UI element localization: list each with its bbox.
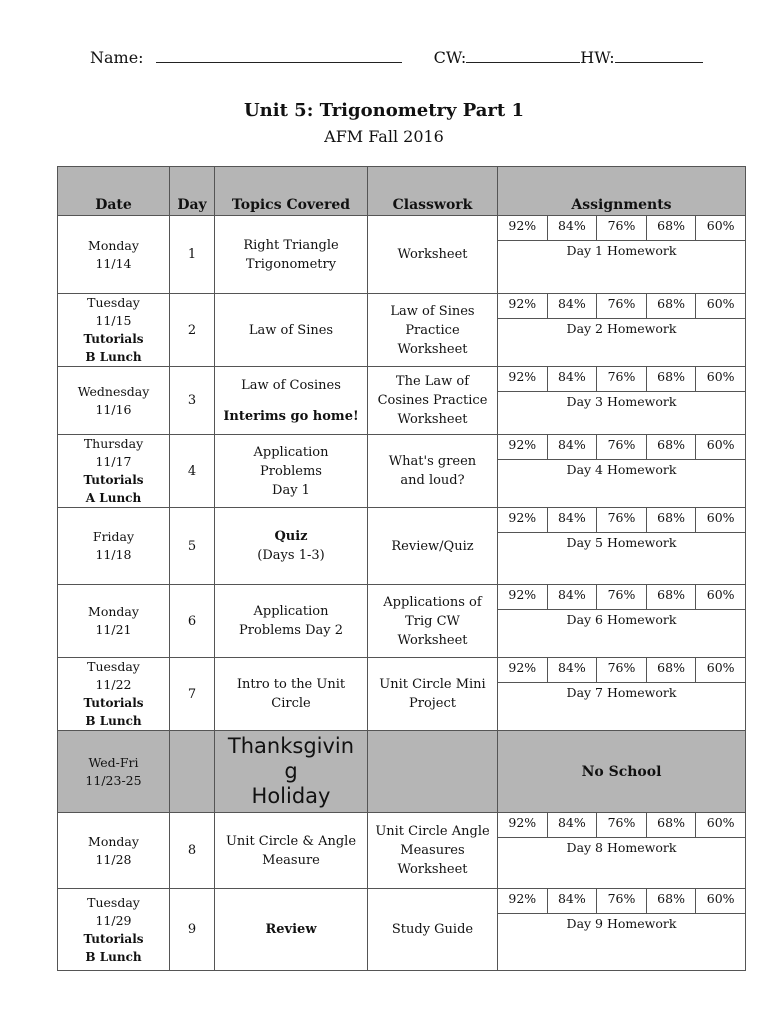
date-note: B Lunch <box>85 350 142 364</box>
page-title: Unit 5: Trigonometry Part 1 <box>243 100 525 121</box>
grade-percent-box[interactable]: 76% <box>597 889 647 913</box>
classwork-text: What's green <box>388 454 477 469</box>
date-note: B Lunch <box>85 949 142 964</box>
day-cell: 1 <box>170 216 215 294</box>
date-cell <box>58 813 170 889</box>
date-text: 11/29 <box>95 912 132 928</box>
header-date: Date <box>58 167 170 216</box>
grade-percent-box[interactable]: 68% <box>647 585 697 609</box>
grade-scale-row <box>498 435 745 460</box>
homework-label: Day 7 Homework <box>566 685 677 700</box>
classwork-text: Worksheet <box>397 632 468 648</box>
classwork-text: and loud? <box>400 473 465 488</box>
name-label: Name: <box>90 48 144 67</box>
assignment-cell <box>498 216 746 294</box>
topic-emphasis: Interims go home! <box>223 408 359 424</box>
grade-percent-box[interactable]: 92% <box>498 585 548 609</box>
classwork-text: Project <box>408 696 457 711</box>
classwork-cell <box>368 658 498 731</box>
topic-emphasis: Review <box>265 922 317 937</box>
classwork-text: Applications of <box>383 594 482 610</box>
schedule-table <box>57 166 746 971</box>
topic-text: Day 1 <box>272 482 310 498</box>
classwork-cell <box>368 435 498 508</box>
date-text: Monday <box>88 237 139 253</box>
homework-label: Day 6 Homework <box>566 612 677 627</box>
date-note: B Lunch <box>85 714 142 728</box>
grade-percent-box[interactable]: 68% <box>647 367 697 391</box>
date-text: 11/28 <box>95 851 132 867</box>
topic-text: Thanksgivin <box>227 734 355 758</box>
day-cell: 5 <box>170 508 215 585</box>
grade-percent-box[interactable]: 84% <box>548 216 598 240</box>
topic-text: Right Triangle <box>243 237 339 253</box>
assignment-cell <box>498 889 746 971</box>
date-cell <box>58 367 170 435</box>
date-text: 11/23-25 <box>85 772 142 788</box>
grade-scale-row <box>498 889 745 914</box>
classwork-text: Worksheet <box>397 412 468 427</box>
assignment-cell <box>498 813 746 889</box>
grade-percent-box[interactable]: 92% <box>498 813 548 837</box>
grade-percent-box[interactable]: 68% <box>647 435 697 459</box>
assignment-cell <box>498 585 746 658</box>
classwork-text: Unit Circle Angle <box>375 824 490 839</box>
cw-label: CW: <box>433 48 467 67</box>
classwork-cell <box>368 508 498 585</box>
hw-blank[interactable] <box>615 48 703 63</box>
date-cell <box>58 294 170 367</box>
grade-percent-box[interactable]: 60% <box>706 218 735 233</box>
table-row <box>58 367 746 435</box>
assignment-cell <box>498 658 746 731</box>
topic-text: Measure <box>262 852 320 868</box>
date-text: Tuesday <box>87 295 140 310</box>
homework-label: Day 5 Homework <box>566 535 677 550</box>
header-topics: Topics Covered <box>215 167 368 216</box>
topic-cell <box>215 216 368 294</box>
grade-scale-row <box>498 508 745 533</box>
grade-percent-box[interactable]: 68% <box>647 658 697 682</box>
homework-label: Day 1 Homework <box>566 243 677 258</box>
classwork-cell <box>368 813 498 889</box>
grade-percent-box[interactable]: 60% <box>706 815 735 830</box>
date-text: 11/22 <box>95 677 132 692</box>
no-school-cell: No School <box>498 731 746 813</box>
date-note: Tutorials <box>83 931 144 946</box>
topic-cell <box>215 658 368 731</box>
table-row <box>58 658 746 731</box>
header-day: Day <box>170 167 215 216</box>
classwork-text: Cosines Practice <box>377 393 488 408</box>
hw-label: HW: <box>580 48 615 67</box>
grade-percent-box[interactable]: 68% <box>647 508 697 532</box>
grade-percent-box[interactable]: 68% <box>647 813 697 837</box>
homework-label: Day 2 Homework <box>566 321 677 336</box>
grade-scale-row <box>498 294 745 319</box>
date-text: 11/17 <box>95 454 132 469</box>
grade-percent-box[interactable]: 84% <box>548 813 598 837</box>
table-header-row <box>58 167 746 216</box>
grade-percent-box[interactable]: 76% <box>597 435 647 459</box>
classwork-text: The Law of <box>395 374 470 389</box>
date-cell <box>58 216 170 294</box>
grade-percent-box[interactable]: 84% <box>548 889 598 913</box>
date-text: 11/18 <box>95 547 132 562</box>
grade-percent-box[interactable]: 92% <box>498 658 548 682</box>
grade-scale-row <box>498 585 745 610</box>
grade-percent-box[interactable]: 84% <box>548 508 598 532</box>
grade-percent-box[interactable]: 60% <box>706 437 735 452</box>
grade-percent-box[interactable]: 60% <box>706 369 735 384</box>
date-cell <box>58 658 170 731</box>
classwork-cell <box>368 731 498 813</box>
topic-cell <box>215 731 368 813</box>
grade-percent-box[interactable]: 60% <box>706 296 735 311</box>
classwork-text: Trig CW <box>405 613 460 629</box>
grade-percent-box[interactable]: 76% <box>597 216 647 240</box>
date-text: Wednesday <box>77 383 150 399</box>
classwork-cell <box>368 585 498 658</box>
grade-percent-box[interactable]: 68% <box>647 216 697 240</box>
topic-text: Problems Day 2 <box>238 623 343 638</box>
topic-cell <box>215 585 368 658</box>
grade-percent-box[interactable]: 60% <box>706 660 735 675</box>
day-cell: 6 <box>170 585 215 658</box>
date-text: Wed-Fri <box>88 754 139 770</box>
date-text: Tuesday <box>87 659 140 674</box>
grade-scale-row <box>498 658 745 683</box>
date-text: 11/14 <box>95 255 132 271</box>
table-row <box>58 216 746 294</box>
date-note: Tutorials <box>83 332 144 346</box>
grade-percent-box[interactable]: 84% <box>548 658 598 682</box>
date-cell <box>58 889 170 971</box>
topic-cell <box>215 435 368 508</box>
date-text: 11/21 <box>95 622 132 637</box>
grade-scale-row <box>498 813 745 838</box>
day-cell: 3 <box>170 367 215 435</box>
date-text: 11/16 <box>95 401 132 417</box>
classwork-cell <box>368 294 498 367</box>
topic-cell <box>215 294 368 367</box>
topic-text: Law of Cosines <box>241 377 341 393</box>
classwork-text: Study Guide <box>391 922 474 937</box>
date-text: Monday <box>88 604 139 619</box>
homework-label: Day 9 Homework <box>566 916 677 931</box>
date-text: 11/15 <box>95 313 132 328</box>
day-cell: 9 <box>170 889 215 971</box>
holiday-row <box>58 731 746 813</box>
grade-percent-box[interactable]: 84% <box>548 585 598 609</box>
day-cell: 2 <box>170 294 215 367</box>
table-row <box>58 889 746 971</box>
topic-text: Problems <box>260 463 322 479</box>
date-note: A Lunch <box>85 491 142 505</box>
date-cell <box>58 508 170 585</box>
grade-percent-box[interactable]: 68% <box>647 294 697 318</box>
assignment-cell <box>498 435 746 508</box>
day-cell: 4 <box>170 435 215 508</box>
classwork-text: Worksheet <box>397 341 468 357</box>
topic-text: Application <box>253 444 329 460</box>
topic-cell <box>215 889 368 971</box>
topic-text: Intro to the Unit <box>236 677 346 692</box>
table-row <box>58 294 746 367</box>
topic-text: Trigonometry <box>245 256 337 272</box>
topic-text: g <box>284 759 298 783</box>
date-note: Tutorials <box>83 473 144 487</box>
grade-percent-box[interactable]: 76% <box>597 813 647 837</box>
classwork-text: Practice <box>405 322 460 338</box>
grade-percent-box[interactable]: 76% <box>597 508 647 532</box>
day-cell <box>170 731 215 813</box>
page-subtitle: AFM Fall 2016 <box>324 127 444 146</box>
grade-percent-box[interactable]: 60% <box>706 587 735 602</box>
topic-text: Circle <box>271 696 311 711</box>
grade-percent-box[interactable]: 92% <box>498 216 548 240</box>
grade-percent-box[interactable]: 76% <box>597 658 647 682</box>
topic-cell <box>215 813 368 889</box>
grade-percent-box[interactable]: 92% <box>498 889 548 913</box>
date-note: Tutorials <box>83 696 144 710</box>
classwork-text: Worksheet <box>397 862 468 877</box>
grade-percent-box[interactable]: 92% <box>498 294 548 318</box>
header-assignments: Assignments <box>498 167 746 216</box>
day-cell: 8 <box>170 813 215 889</box>
date-cell <box>58 435 170 508</box>
grade-percent-box[interactable]: 92% <box>498 367 548 391</box>
grade-percent-box[interactable]: 84% <box>548 294 598 318</box>
homework-label: Day 3 Homework <box>566 394 677 409</box>
day-cell: 7 <box>170 658 215 731</box>
grade-percent-box[interactable]: 76% <box>597 585 647 609</box>
topic-spacer <box>215 395 367 407</box>
topic-text: Holiday <box>251 784 331 808</box>
topic-cell <box>215 508 368 585</box>
classwork-cell <box>368 367 498 435</box>
classwork-text: Worksheet <box>397 247 468 262</box>
header-classwork: Classwork <box>368 167 498 216</box>
student-info-line <box>90 48 730 67</box>
classwork-cell <box>368 216 498 294</box>
topic-emphasis: Quiz <box>274 529 308 544</box>
table-row <box>58 508 746 585</box>
topic-text: (Days 1-3) <box>257 548 325 563</box>
grade-percent-box[interactable]: 92% <box>498 435 548 459</box>
grade-percent-box[interactable]: 76% <box>597 294 647 318</box>
grade-scale-row <box>498 216 745 241</box>
date-cell <box>58 585 170 658</box>
homework-label: Day 4 Homework <box>566 462 677 477</box>
assignment-cell <box>498 294 746 367</box>
topic-text: Application <box>253 604 329 619</box>
date-text: Thursday <box>83 436 144 451</box>
assignment-cell <box>498 367 746 435</box>
table-row <box>58 813 746 889</box>
grade-scale-row <box>498 367 745 392</box>
table-row <box>58 585 746 658</box>
grade-percent-box[interactable]: 60% <box>706 891 735 906</box>
homework-label: Day 8 Homework <box>566 840 677 855</box>
date-text: Friday <box>92 529 135 544</box>
grade-percent-box[interactable]: 60% <box>706 510 735 525</box>
date-text: Tuesday <box>87 894 140 910</box>
grade-percent-box[interactable]: 84% <box>548 435 598 459</box>
grade-percent-box[interactable]: 92% <box>498 508 548 532</box>
classwork-text: Law of Sines <box>390 303 475 319</box>
grade-percent-box[interactable]: 76% <box>597 367 647 391</box>
date-cell <box>58 731 170 813</box>
classwork-text: Review/Quiz <box>391 538 474 554</box>
topic-text: Unit Circle & Angle <box>225 833 357 849</box>
classwork-cell <box>368 889 498 971</box>
classwork-text: Measures <box>400 843 465 858</box>
cw-blank[interactable] <box>466 48 580 63</box>
date-text: Monday <box>88 833 139 849</box>
topic-text: Law of Sines <box>248 322 334 338</box>
grade-percent-box[interactable]: 68% <box>647 889 697 913</box>
table-row <box>58 435 746 508</box>
classwork-text: Unit Circle Mini <box>379 677 486 692</box>
name-blank[interactable] <box>156 48 402 63</box>
grade-percent-box[interactable]: 84% <box>548 367 598 391</box>
topic-cell <box>215 367 368 435</box>
assignment-cell <box>498 508 746 585</box>
